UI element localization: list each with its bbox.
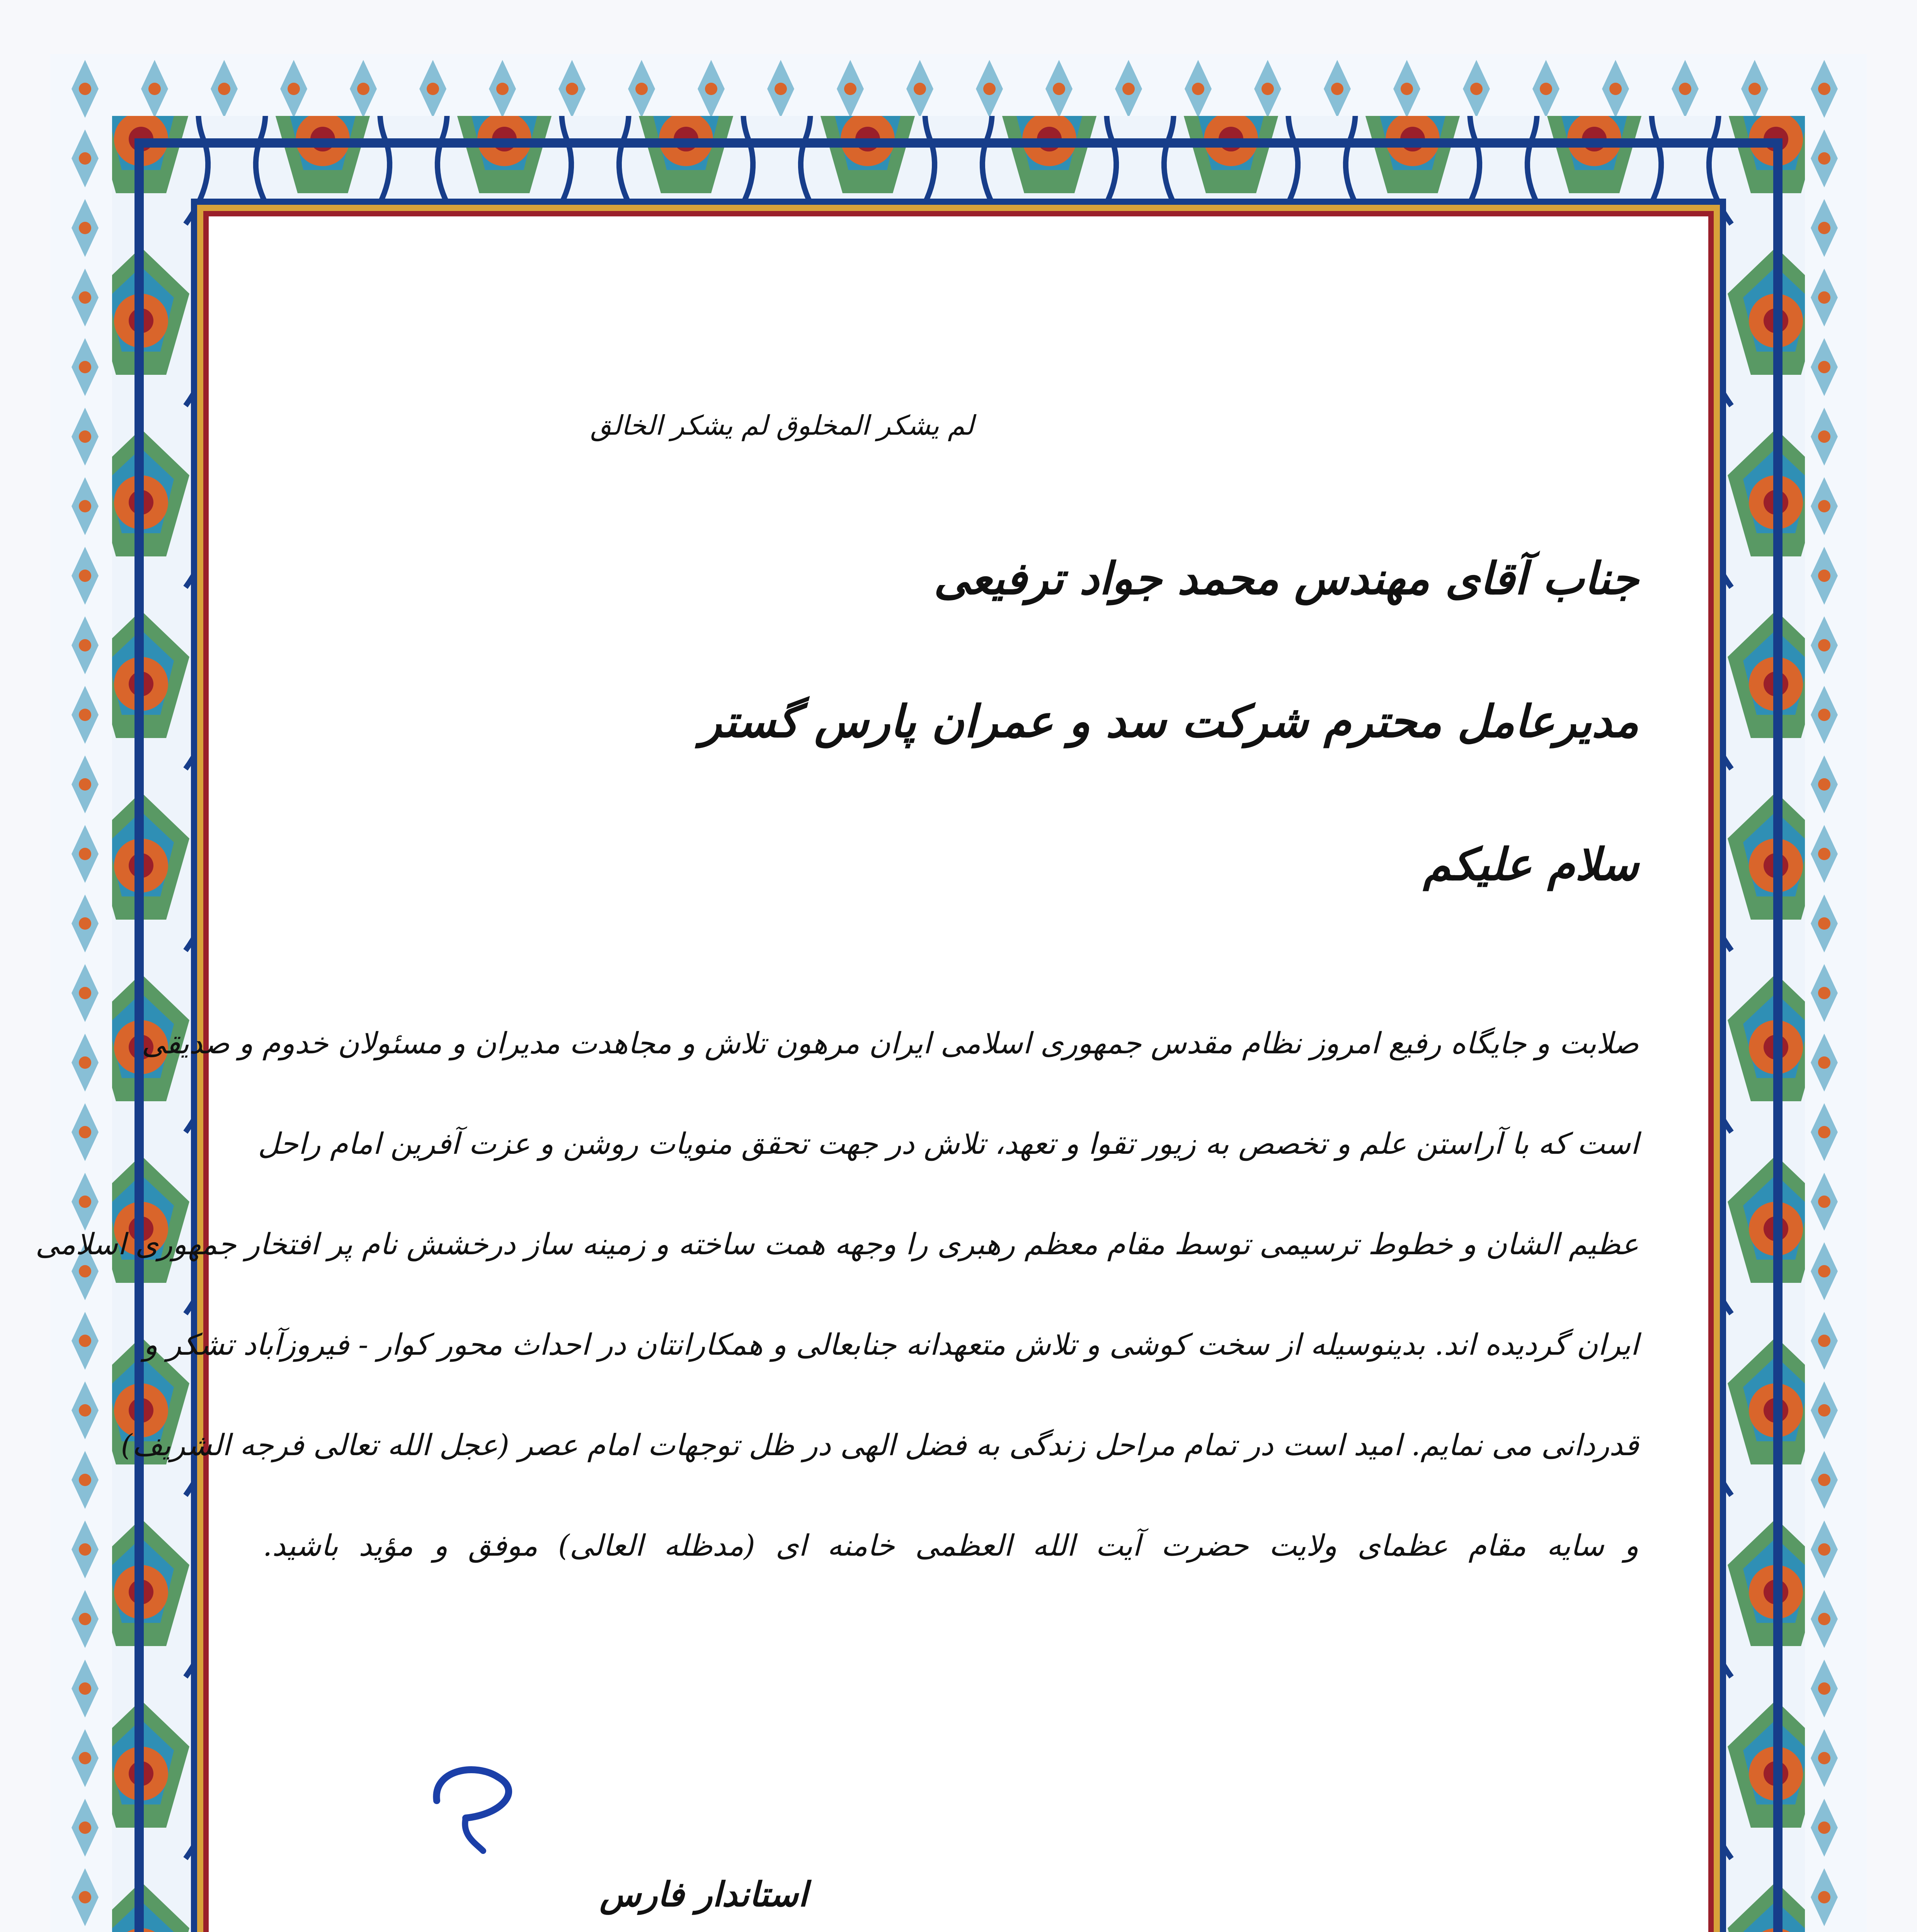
recipient-position: مدیرعامل محترم شرکت سد و عمران پارس گستر: [700, 696, 1639, 748]
signatory-title: استاندار فارس: [599, 1874, 808, 1914]
handwritten-signature-icon: [410, 1754, 626, 1932]
body-line: و سایه مقام عظمای ولایت حضرت آیت الله العظمی خامنه ای (مدظله العالی) موفق و مؤید باشید.: [263, 1528, 1639, 1563]
body-line: ایران گردیده اند. بدینوسیله از سخت کوشی و تلاش متعهدانه جنابعالی و همکارانتان در احداث محور کوار - فیروزآباد تشکر و: [143, 1327, 1639, 1362]
body-line: است که با آراستن علم و تخصص به زیور تقوا و تعهد، تلاش در جهت تحقق منویات روشن و عزت آفرین امام راحل: [258, 1126, 1639, 1161]
body-line: عظیم الشان و خطوط ترسیمی توسط مقام معظم رهبری را وجهه همت ساخته و زمینه ساز درخشش نام پر افتخار جمهوری اسلامی: [35, 1227, 1639, 1261]
greeting: سلام علیکم: [1423, 838, 1639, 891]
body-line: صلابت و جایگاه رفیع امروز نظام مقدس جمهوری اسلامی ایران مرهون تلاش و مجاهدت مدیران و مسئولان خدوم و صدیقی: [141, 1026, 1639, 1060]
recipient-line: جناب آقای مهندس محمد جواد ترفیعی: [933, 553, 1639, 605]
letter-body: [35, 993, 1639, 1596]
invocation-text: لم یشکر المخلوق لم یشکر الخالق: [590, 410, 974, 441]
letter-panel: [35, 216, 1708, 1932]
body-line: قدردانی می نمایم. امید است در تمام مراحل زندگی به فضل الهی در ظل توجهات امام عصر (عجل الله تعالی فرجه الشریف): [121, 1428, 1639, 1462]
